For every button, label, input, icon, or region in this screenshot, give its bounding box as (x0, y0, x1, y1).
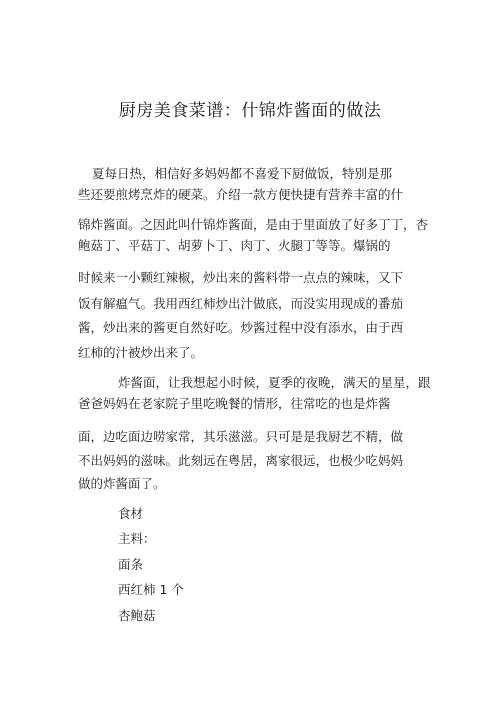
paragraph-1-line: 红柿的汁被炒出来了。 (78, 345, 204, 360)
page-title: 厨房美食菜谱：什锦炸酱面的做法 (118, 101, 382, 121)
ingredients-heading: 食材 (118, 506, 144, 521)
paragraph-2-line: 炸酱面，让我想起小时候，夏季的夜晚，满天的星星，跟 (118, 375, 431, 390)
paragraph-2-line: 做的炸酱面了。 (78, 476, 166, 491)
ingredient-item: 面条 (118, 557, 144, 572)
paragraph-1-line: 酱，炒出来的酱更自然好吃。炒酱过程中没有添水，由于西 (78, 320, 404, 335)
paragraph-1-line: 些还要煎烤烹炸的硬菜。介绍一款方便快捷有营养丰富的什 (78, 187, 404, 202)
ingredient-item: 杏鲍菇 (118, 608, 156, 623)
paragraph-1-line: 锦炸酱面。之因此叫什锦炸酱面，是由于里面放了好多丁丁，杏 (78, 217, 429, 232)
paragraph-1-line: 饭有解瘟气。我用西红柿炒出汁做底，而没实用现成的番茄 (78, 296, 404, 311)
main-ingredients-label: 主料： (118, 531, 156, 546)
paragraph-1-line: 时候来一小颗红辣椒，炒出来的酱料带一点点的辣味，又下 (78, 270, 404, 285)
paragraph-1-line: 夏每日热，相信好多妈妈都不喜爱下厨做饭，特别是那 (92, 166, 393, 181)
paragraph-2-line: 不出妈妈的滋味。此刻远在粤居，离家很远，也极少吃妈妈 (78, 453, 404, 468)
paragraph-2-line: 爸爸妈妈在老家院子里吃晚餐的情形，往常吃的也是炸酱 (78, 396, 391, 411)
ingredient-item: 西红柿 1 个 (118, 582, 184, 597)
paragraph-1-line: 鲍菇丁、平菇丁、胡萝卜丁、肉丁、火腿丁等等。爆锅的 (78, 238, 391, 253)
paragraph-2-line: 面，边吃面边唠家常，其乐滋滋。只可是是我厨艺不精，做 (78, 429, 404, 444)
